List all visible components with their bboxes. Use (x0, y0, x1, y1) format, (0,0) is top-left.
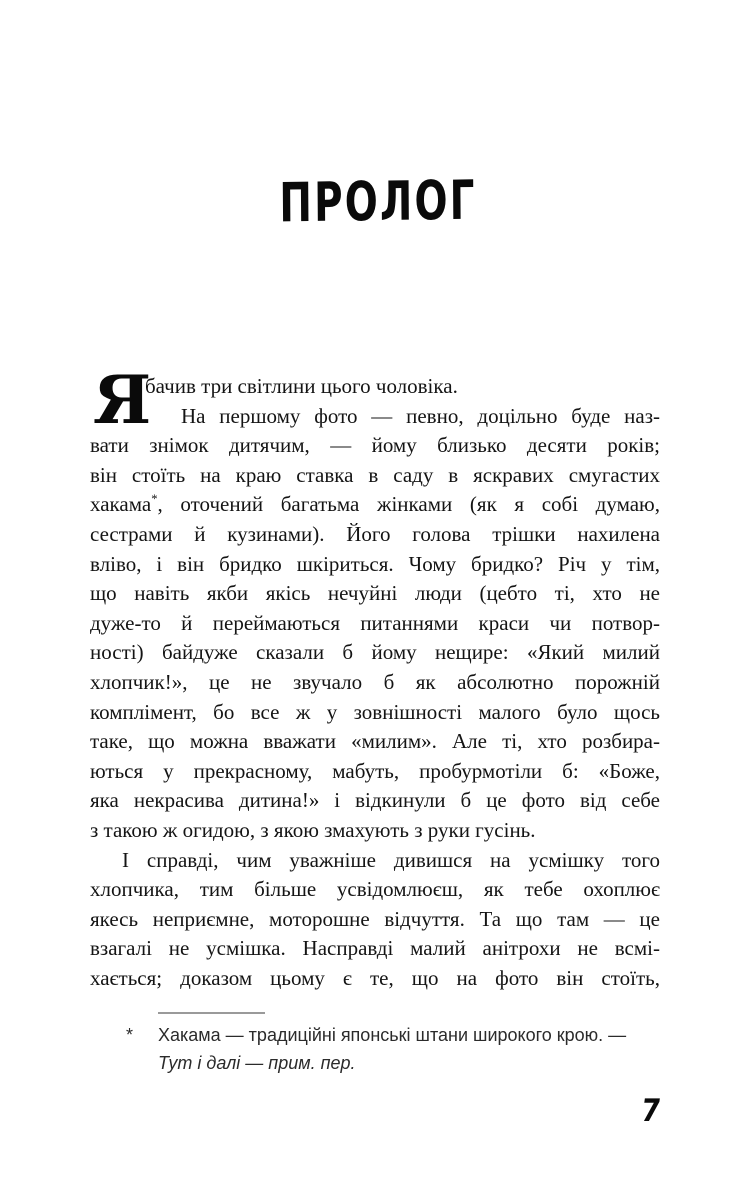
text-line: На першому фото — певно, доцільно буде наз- (181, 403, 660, 428)
footnote-text (158, 1021, 658, 1077)
footnote-row (90, 1021, 662, 1077)
footnote-divider (158, 1012, 265, 1014)
text-line: хакама*, оточений багатьма жінками (як я собі думаю, (90, 492, 660, 517)
footnote-definition: Хакама — традиційні японські штани широкого крою. — (158, 1025, 627, 1045)
text-line: хлопчика, тим більше усвідомлюєш, як тебе охоплює (90, 877, 660, 902)
text-line: вати знімок дитячим, — йому близько десяти років; (90, 433, 660, 458)
text-line: бачив три світлини цього чоловіка. (145, 374, 458, 398)
text-line: якесь неприємне, моторошне відчуття. Та що там — це (90, 906, 660, 931)
text-line: ності) байдуже сказали б йому нещире: «Який милий (90, 640, 660, 665)
text-line: комплімент, бо все ж у зовнішності малого було щось (90, 699, 660, 724)
text-line: яка некрасива дитина!» і відкинули б це фото від себе (90, 788, 660, 813)
text-line: сестрами й кузинами). Його голова трішки нахилена (90, 521, 660, 546)
text-line: хлопчик!», це не звучало б як абсолютно порожній (90, 669, 660, 694)
body-text (90, 361, 660, 993)
text-line: з такою ж огидою, з якою змахують з руки гусінь. (90, 817, 536, 842)
text-line: хається; доказом цьому є те, що на фото він стоїть, (90, 965, 660, 990)
text-line: вліво, і він бридко шкіриться. Чому бридко? Річ у тім, (90, 551, 660, 576)
text-line: що навіть якби якісь нечуйні люди (цебто ті, хто не (90, 581, 660, 606)
dropcap-letter: Я (93, 361, 152, 439)
page-number: 7 (638, 1093, 663, 1129)
footnote-translator-note: Тут і далі — прим. пер. (158, 1053, 356, 1073)
text-line: І справді, чим уважніше дивишся на усмішку того (122, 847, 660, 872)
footnote-marker: * (126, 1025, 134, 1045)
text-line: ються у прекрасному, мабуть, пробурмотіли б: «Боже, (90, 758, 660, 783)
paragraph (90, 372, 660, 402)
paragraph (90, 402, 660, 846)
footnote-reference-asterisk: * (151, 492, 158, 507)
text-line: він стоїть на краю ставка в саду в яскравих смугастих (90, 462, 660, 487)
text-line: взагалі не усмішка. Насправді малий анітрохи не всмі- (90, 936, 660, 961)
text-line: дуже-то й переймаються питаннями краси чи потвор- (90, 610, 660, 635)
paragraph (90, 846, 660, 994)
text-line: таке, що можна вважати «милим». Але ті, хто розбира- (90, 729, 660, 754)
chapter-title: ПРОЛОГ (279, 168, 477, 235)
footnote (90, 1004, 662, 1077)
